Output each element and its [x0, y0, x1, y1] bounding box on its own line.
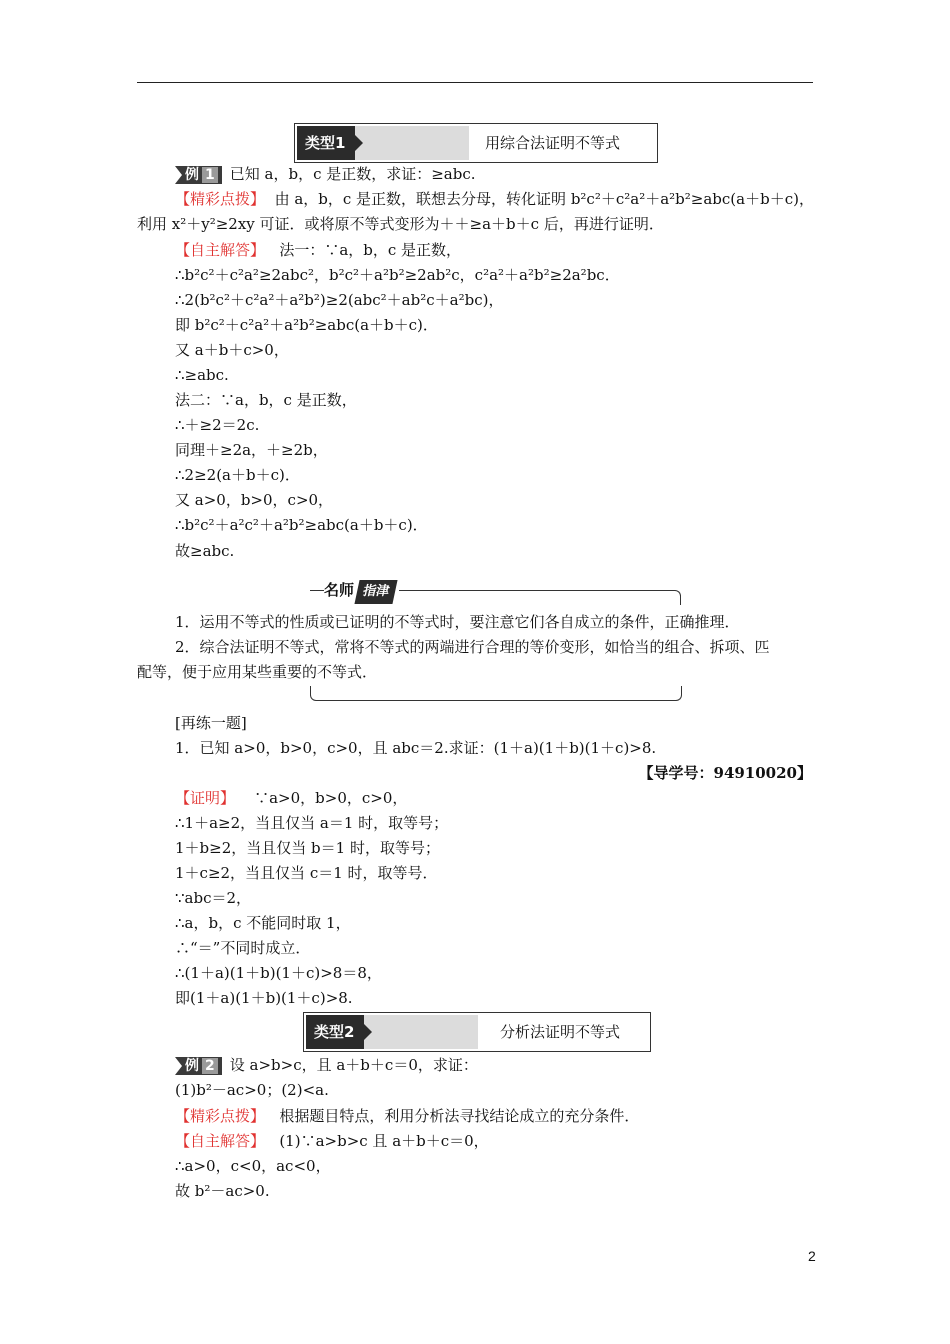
- example1-tip-line: [175, 189, 814, 209]
- example2-solution-first: (1)∵a>b>c 且 a＋b＋c＝0，: [279, 1132, 489, 1150]
- type1-title: 用综合法证明不等式: [485, 134, 621, 152]
- example1-line: ∴≥abc.: [175, 366, 229, 384]
- example2-sub: (1)b²－ac>0；(2)<a.: [175, 1081, 329, 1099]
- teacher-label: 名师 指津: [324, 578, 399, 602]
- solution-label: 【自主解答】: [175, 1132, 266, 1150]
- top-rule: [137, 82, 813, 83]
- solution-label: 【自主解答】: [175, 241, 266, 259]
- tip-label: 【精彩点拨】: [175, 1107, 266, 1125]
- example2-stem: 设 a>b>c，且 a＋b＋c＝0，求证：: [229, 1056, 478, 1074]
- example2-line: 故 b²－ac>0.: [175, 1182, 270, 1200]
- example1-line: ∴b²c²＋a²c²＋a²b²≥abc(a＋b＋c)．: [175, 516, 428, 534]
- example-badge: 例 2: [175, 1057, 222, 1075]
- example1-line: 法二：∵a，b，c 是正数，: [175, 391, 357, 409]
- example1-line: 又 a>0，b>0，c>0，: [175, 491, 334, 509]
- type1-tag: [297, 126, 469, 160]
- type1-tag-label: 类型1: [297, 126, 355, 160]
- teacher-point-1: 1．运用不等式的性质或已证明的不等式时，要注意它们各自成立的条件，正确推理．: [175, 613, 740, 631]
- reference-number: 【导学号：94910020】: [638, 764, 812, 782]
- example2-tip: 根据题目特点，利用分析法寻找结论成立的充分条件．: [279, 1107, 640, 1125]
- type1-heading: [294, 123, 658, 163]
- proof-label: 【证明】: [175, 789, 236, 807]
- proof-line: ∴a，b，c 不能同时取 1，: [175, 914, 351, 932]
- proof-line: 1＋b≥2，当且仅当 b＝1 时，取等号；: [175, 839, 440, 857]
- proof-line: 即(1＋a)(1＋b)(1＋c)>8.: [175, 989, 353, 1007]
- example1-line: 同理＋≥2a，＋≥2b，: [175, 441, 328, 459]
- proof-line: ∴“＝”不同时成立．: [175, 939, 311, 957]
- example-badge: 例 1: [175, 166, 222, 184]
- example2-line: ∴a>0，c<0，ac<0，: [175, 1157, 331, 1175]
- type2-title: 分析法证明不等式: [500, 1023, 621, 1041]
- example2-solution-line: [175, 1131, 489, 1151]
- proof-line: ∴(1＋a)(1＋b)(1＋c)>8＝8，: [175, 964, 382, 982]
- example1-line: 即 b²c²＋c²a²＋a²b²≥abc(a＋b＋c)．: [175, 316, 438, 334]
- example1-tip-1: 由 a，b，c 是正数，联想去分母，转化证明 b²c²＋c²a²＋a²b²≥abc(a＋b＋c)，: [274, 190, 814, 208]
- proof-line: [175, 788, 407, 808]
- tip-label: 【精彩点拨】: [175, 190, 266, 208]
- practice-heading: [再练一题]: [175, 714, 247, 732]
- example1-line: 又 a＋b＋c>0，: [175, 341, 289, 359]
- example1-line: ∴2(b²c²＋c²a²＋a²b²)≥2(abc²＋ab²c＋a²bc)，: [175, 291, 504, 309]
- practice-question: 1．已知 a>0，b>0，c>0，且 abc＝2.求证：(1＋a)(1＋b)(1＋c)>8.: [175, 739, 657, 757]
- teacher-point-2: 2．综合法证明不等式，常将不等式的两端进行合理的等价变形，如恰当的组合、拆项、匹: [175, 638, 770, 656]
- example1-line: ∴＋≥2＝2c.: [175, 416, 260, 434]
- example1-line: ∴b²c²＋c²a²≥2abc²，b²c²＋a²b²≥2ab²c，c²a²＋a²b²≥2a²bc．: [175, 266, 620, 284]
- proof-line: ∴1＋a≥2，当且仅当 a＝1 时，取等号；: [175, 814, 449, 832]
- example1-line: ∴2≥2(a＋b＋c)．: [175, 466, 300, 484]
- example1-tip-line-2: 利用 x²＋y²≥2xy 可证．或将原不等式变形为＋＋≥a＋b＋c 后，再进行证明．: [137, 215, 664, 233]
- example2-stem-line: [175, 1055, 478, 1075]
- type2-tag-label: 类型2: [306, 1015, 364, 1049]
- proof-line: ∵abc＝2，: [175, 889, 252, 907]
- example1-line: 故≥abc.: [175, 542, 235, 560]
- proof-line: 1＋c≥2，当且仅当 c＝1 时，取等号．: [175, 864, 438, 882]
- type2-heading: [303, 1012, 651, 1052]
- example1-stem-line: [175, 164, 476, 184]
- example1-stem: 已知 a，b，c 是正数，求证：≥abc.: [229, 165, 476, 183]
- example2-tip-line: [175, 1106, 639, 1126]
- teacher-label-highlight: 指津: [354, 580, 397, 604]
- type2-tag: [306, 1015, 478, 1049]
- page-number: 2: [808, 1248, 816, 1264]
- proof-first: ∵a>0，b>0，c>0，: [254, 789, 408, 807]
- box-corner-bottom: [310, 686, 682, 701]
- example1-solution-line: [175, 240, 461, 260]
- teacher-point-2-cont: 配等，便于应用某些重要的不等式．: [137, 663, 378, 681]
- example1-solution-first: 法一：∵a，b，c 是正数，: [279, 241, 462, 259]
